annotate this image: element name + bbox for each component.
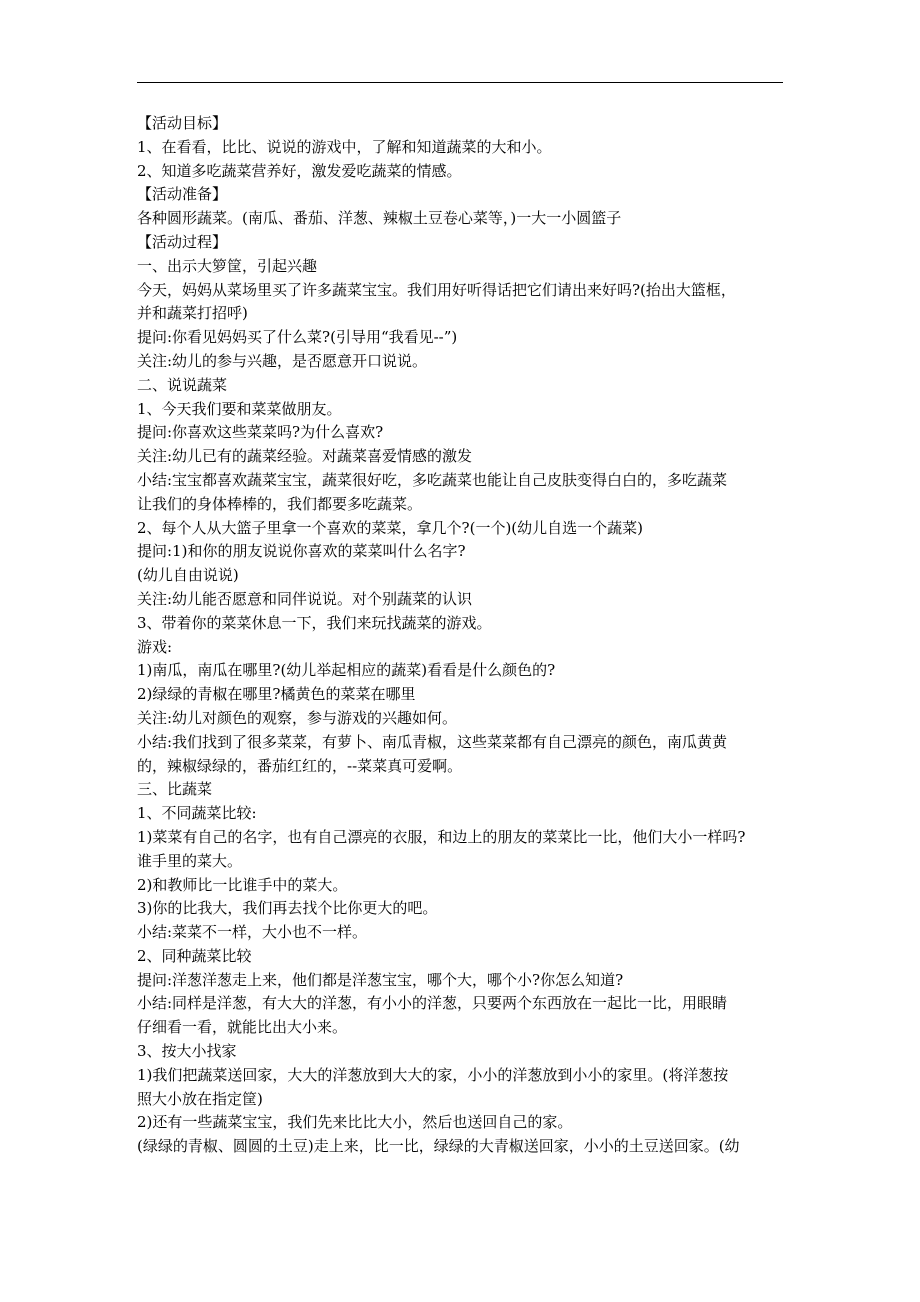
text-line: 关注:幼儿已有的蔬菜经验。对蔬菜喜爱情感的激发 — [137, 447, 473, 466]
text-line: 提问:洋葱洋葱走上来，他们都是洋葱宝宝，哪个大，哪个小?你怎么知道? — [137, 970, 624, 989]
text-line: 2、每个人从大篮子里拿一个喜欢的菜菜，拿几个?(一个)(幼儿自选一个蔬菜) — [137, 518, 643, 537]
text-line: 小结:菜菜不一样，大小也不一样。 — [137, 923, 368, 942]
text-line: 照大小放在指定筐) — [137, 1089, 263, 1108]
document-body — [137, 112, 785, 1159]
section-heading-preparation: 【活动准备】 — [137, 185, 228, 204]
text-line: 3、按大小找家 — [137, 1042, 237, 1061]
text-line: 3、带着你的菜菜休息一下，我们来玩找蔬菜的游戏。 — [137, 613, 492, 632]
text-line: 2)和教师比一比谁手中的菜大。 — [137, 875, 348, 894]
text-line: 关注:幼儿对颜色的观察，参与游戏的兴趣如何。 — [137, 708, 458, 727]
text-line: 2、同种蔬菜比较 — [137, 946, 252, 965]
text-line: 提问:1)和你的朋友说说你喜欢的菜菜叫什么名字? — [137, 542, 466, 561]
text-line: 游戏: — [137, 637, 173, 656]
text-line: 并和蔬菜打招呼) — [137, 304, 248, 323]
text-line: 小结:我们找到了很多菜菜，有萝卜、南瓜青椒，这些菜菜都有自己漂亮的颜色，南瓜黄黄 — [137, 732, 728, 751]
text-line: 1)南瓜，南瓜在哪里?(幼儿举起相应的蔬菜)看看是什么颜色的? — [137, 661, 556, 680]
text-line: 1)我们把蔬菜送回家，大大的洋葱放到大大的家，小小的洋葱放到小小的家里。(将洋葱按 — [137, 1065, 729, 1084]
text-line: 谁手里的菜大。 — [137, 851, 243, 870]
text-line: (幼儿自由说说) — [137, 566, 239, 585]
text-line: 今天，妈妈从菜场里买了许多蔬菜宝宝。我们用好听得话把它们请出来好吗?(抬出大篮框， — [137, 280, 736, 299]
text-line: 小结:同样是洋葱，有大大的洋葱，有小小的洋葱，只要两个东西放在一起比一比，用眼睛 — [137, 994, 728, 1013]
text-line: 2、知道多吃蔬菜营养好，激发爱吃蔬菜的情感。 — [137, 161, 462, 180]
text-line: 1、今天我们要和菜菜做朋友。 — [137, 399, 342, 418]
text-line: 1、不同蔬菜比较: — [137, 804, 257, 823]
subheading: 二、说说蔬菜 — [137, 375, 228, 394]
text-line: 让我们的身体棒棒的，我们都要多吃蔬菜。 — [137, 494, 423, 513]
subheading: 三、比蔬菜 — [137, 780, 213, 799]
text-line: 1、在看看，比比、说说的游戏中，了解和知道蔬菜的大和小。 — [137, 137, 552, 156]
section-heading-goals: 【活动目标】 — [137, 114, 228, 132]
text-line: 1)菜菜有自己的名字，也有自己漂亮的衣服，和边上的朋友的菜菜比一比，他们大小一样吗? — [137, 827, 746, 846]
text-line: 的，辣椒绿绿的，番茄红红的，--菜菜真可爱啊。 — [137, 756, 463, 775]
text-line: 3)你的比我大，我们再去找个比你更大的吧。 — [137, 899, 438, 918]
text-line: (绿绿的青椒、圆圆的土豆)走上来，比一比，绿绿的大青椒送回家，小小的土豆送回家。(幼 — [137, 1137, 740, 1156]
header-rule — [137, 82, 783, 83]
text-line: 2)绿绿的青椒在哪里?橘黄色的菜菜在哪里 — [137, 685, 416, 704]
text-line: 各种圆形蔬菜。(南瓜、番茄、洋葱、辣椒土豆卷心菜等，)一大一小圆篮子 — [137, 209, 622, 228]
text-line: 小结:宝宝都喜欢蔬菜宝宝，蔬菜很好吃，多吃蔬菜也能让自己皮肤变得白白的，多吃蔬菜 — [137, 470, 728, 489]
text-line: 关注:幼儿能否愿意和同伴说说。对个别蔬菜的认识 — [137, 589, 473, 608]
text-line: 2)还有一些蔬菜宝宝，我们先来比比大小，然后也送回自己的家。 — [137, 1113, 573, 1132]
subheading: 一、出示大箩筐，引起兴趣 — [137, 256, 318, 275]
text-line: 仔细看一看，就能比出大小来。 — [137, 1018, 348, 1037]
text-line: 提问:你喜欢这些菜菜吗?为什么喜欢? — [137, 423, 384, 442]
section-heading-process: 【活动过程】 — [137, 232, 228, 251]
text-line: 关注:幼儿的参与兴趣，是否愿意开口说说。 — [137, 351, 428, 370]
text-line: 提问:你看见妈妈买了什么菜?(引导用“我看见--”) — [137, 328, 458, 347]
